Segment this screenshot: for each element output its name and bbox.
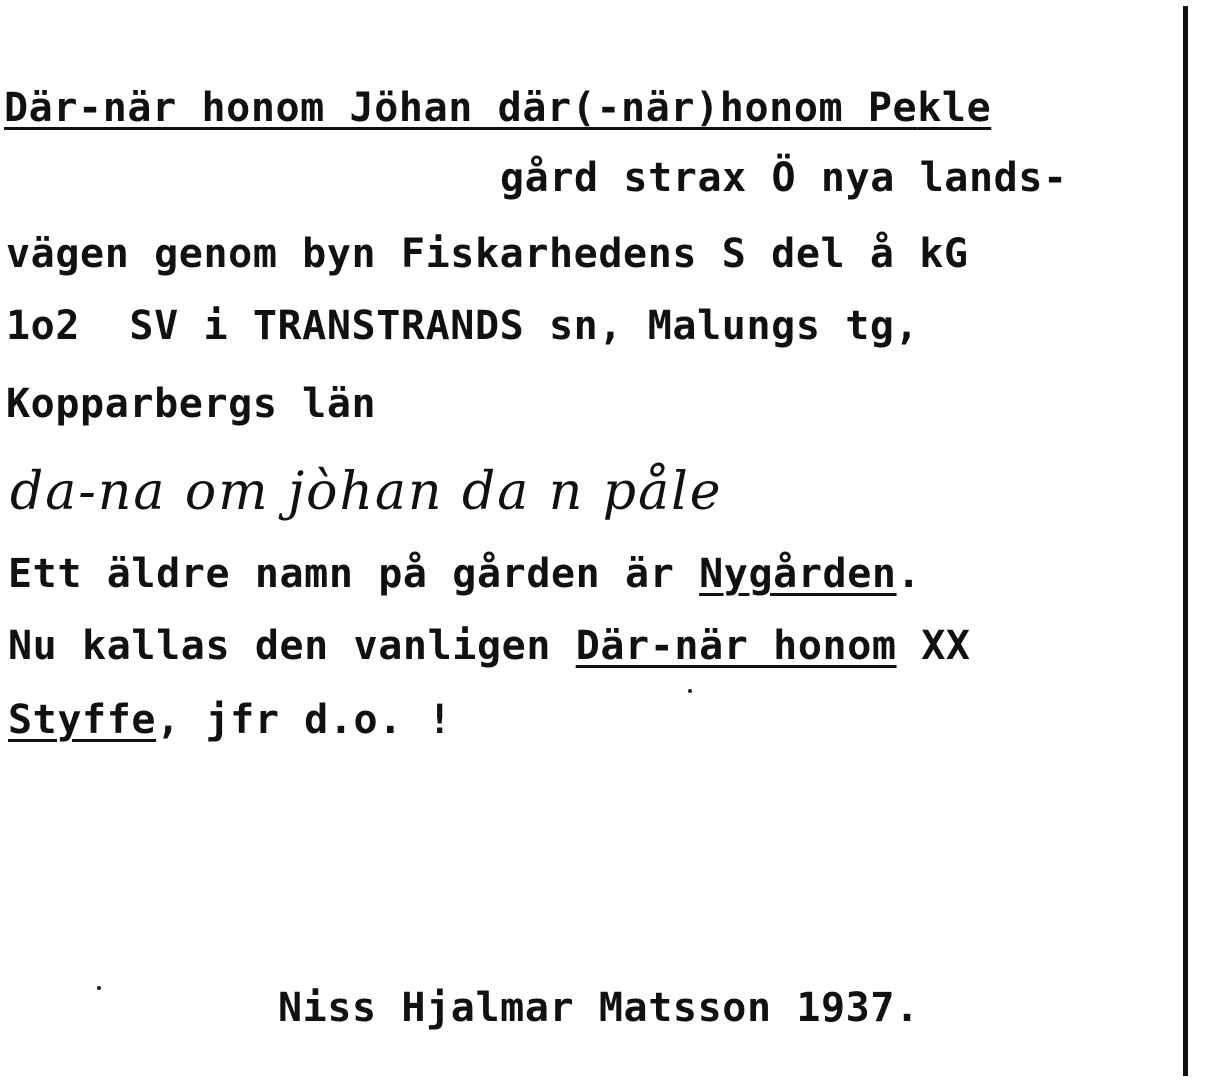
text-line-3: vägen genom byn Fiskarhedens S del å kG [6,231,969,277]
text-line-9 [8,698,452,742]
text-line-7 [8,552,921,596]
older-name-suffix: . [896,551,922,597]
cross-reference: , jfr d.o. ! [156,697,453,743]
current-farm-name-end: Styffe [8,697,157,743]
text-line-4: 1o2 SV i TRANSTRANDS sn, Malungs tg, [6,303,920,349]
signature: Niss Hjalmar Matsson 1937. [278,985,920,1031]
current-name-prefix: Nu kallas den vanligen [8,623,576,669]
struck-out-text: XX [921,623,971,669]
handwritten-pronunciation: da-na om jòhan da n påle [10,462,723,522]
heading-text: Där-när honom Jöhan där(-när)honom Pe [4,85,918,131]
ink-speck [688,689,692,693]
older-farm-name: Nygården [699,551,897,597]
current-farm-name: Där-när honom [575,623,897,669]
text-line-5: Kopparbergs län [6,381,377,427]
text-line-2: gård strax Ö nya lands- [500,155,1068,201]
card-heading [4,86,991,130]
ink-speck [97,986,101,990]
heading-text-end: kle [917,85,992,131]
card-edge [1183,6,1188,1076]
text-line-8 [8,624,971,668]
heading-underlined [4,85,991,131]
older-name-prefix: Ett äldre namn på gården är [8,551,700,597]
